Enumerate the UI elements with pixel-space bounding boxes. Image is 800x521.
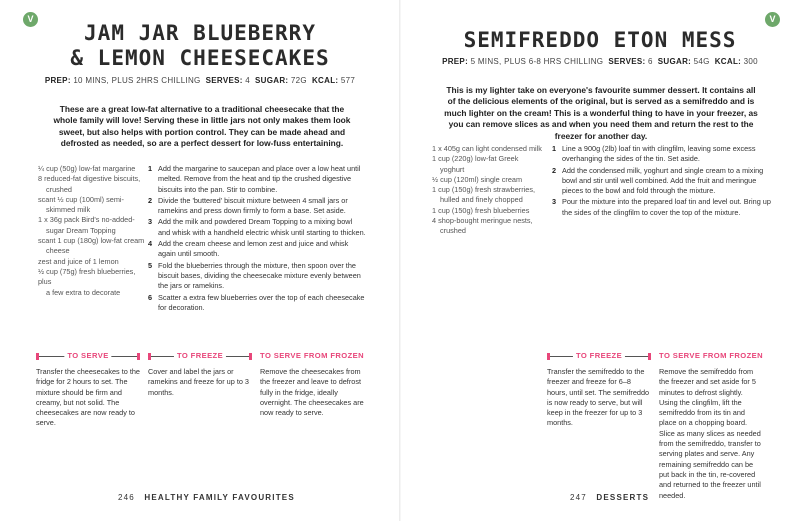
box-label: TO FREEZE (174, 351, 226, 361)
to-serve-from-frozen-box (260, 351, 364, 418)
header-tick (137, 353, 140, 360)
header-tick (36, 353, 39, 360)
serves-label: SERVES: (608, 57, 646, 66)
ingredient-line: crushed (46, 184, 72, 194)
sugar-label: SUGAR: (657, 57, 692, 66)
method-step (552, 144, 772, 165)
page-footer (118, 493, 295, 502)
ingredient-line: 8 reduced-fat digestive biscuits, (38, 174, 141, 184)
box-label: TO SERVE FROM FROZEN (257, 351, 367, 361)
step-number: 6 (148, 292, 153, 302)
ingredient-line: ½ cup (75g) fresh blueberries, plus (38, 266, 136, 287)
box-header (148, 351, 252, 361)
step-text: Add the cream cheese and lemon zest and juice and whisk again until smooth. (158, 239, 349, 259)
box-header (659, 351, 763, 361)
recipe-title-line1: JAM JAR BLUEBERRY (84, 21, 316, 45)
prep-value: 5 MINS, PLUS 6-8 HRS CHILLING (470, 57, 604, 66)
section-name: DESSERTS (596, 493, 650, 502)
method-step (148, 239, 366, 260)
ingredient-line: sugar Dream Topping (46, 225, 116, 235)
prep-label: PREP: (442, 57, 469, 66)
page-footer (570, 493, 649, 502)
right-page (400, 0, 800, 521)
page-number: 246 (118, 493, 135, 502)
method-step (148, 196, 366, 217)
ingredient-line: 1 cup (150g) fresh blueberries (432, 205, 530, 215)
step-number: 3 (148, 217, 153, 227)
box-header (260, 351, 364, 361)
step-text: Divide the 'buttered' biscuit mixture between 4 small jars or ramekins and press down firmly to form a base. Set aside. (158, 195, 348, 216)
box-header (547, 351, 651, 361)
method-step (552, 166, 772, 197)
ingredients-list (38, 164, 146, 298)
step-number: 1 (552, 144, 557, 153)
kcal-label: KCAL: (311, 76, 339, 85)
method-step (148, 164, 366, 195)
to-freeze-box (547, 351, 651, 429)
box-label: TO FREEZE (573, 351, 625, 361)
ingredient-line: yoghurt (440, 164, 465, 174)
vegetarian-badge: V (23, 12, 38, 27)
kcal-label: KCAL: (714, 57, 742, 66)
section-name: HEALTHY FAMILY FAVOURITES (144, 493, 295, 502)
ingredient-line: hulled and finely chopped (440, 195, 523, 205)
header-tick (648, 353, 651, 360)
step-number: 5 (148, 260, 153, 270)
header-tick (547, 353, 550, 360)
kcal-value: 300 (743, 57, 758, 66)
sugar-value: 54G (693, 57, 710, 66)
step-number: 4 (148, 239, 153, 249)
serves-value: 4 (245, 76, 250, 85)
box-header (36, 351, 140, 361)
ingredient-line: 4 shop-bought meringue nests, (432, 216, 533, 226)
prep-value: 10 MINS, PLUS 2HRS CHILLING (73, 76, 201, 85)
box-text: Remove the semifreddo from the freezer and set aside for 5 minutes to defrost slightly. Using the clingfilm, lift the semifreddo from its tin and place on a chopping board. Slice as many slices as needed from the semifreddo, transfer to serving plates and serve. Any remaining semifreddo can be put back in the tin, re-covered and returned to the freezer until needed. (659, 367, 761, 500)
box-label: TO SERVE FROM FROZEN (656, 351, 766, 361)
recipe-intro: This is my lighter take on everyone's favourite summer dessert. It contains all of the delicious elements of the original, but is served as a semifreddo and is much lighter on the cream! This is a wonderful thing to have in your freezer, as you can remove slices as and when you need them and return the rest to the freezer for another day. (444, 85, 758, 141)
vegetarian-badge: V (765, 12, 780, 27)
step-text: Line a 900g (2lb) loaf tin with clingfilm, leaving some excess overhanging the sides of the tin. Set aside. (562, 144, 756, 164)
ingredient-line: a few extra to decorate (46, 287, 121, 297)
step-text: Pour the mixture into the prepared loaf tin and level out. Bring up the sides of the clingfilm to cover the top of the mixture. (562, 197, 771, 217)
ingredient-line: crushed (440, 226, 466, 236)
prep-label: PREP: (44, 76, 71, 85)
method-list (148, 164, 366, 314)
ingredient-line: zest and juice of 1 lemon (38, 256, 119, 266)
method-step (552, 197, 772, 218)
to-serve-box (36, 351, 140, 429)
sugar-value: 72G (290, 76, 307, 85)
ingredient-line: skimmed milk (46, 205, 91, 215)
ingredient-line: 1 x 405g can light condensed milk (432, 144, 542, 153)
recipe-intro: These are a great low-fat alternative to a traditional cheesecake that the whole family will love! Serving these in little jars not only makes them look sweet, but also helps with portion control. They can be made ahead and defrosted as needed, so are a perfect dessert for low-fuss entertaining. (53, 104, 351, 149)
step-text: Fold the blueberries through the mixture, then spoon over the biscuit bases, dividing the cheesecake mixture evenly between the jars or ramekins. (158, 260, 361, 291)
method-step (148, 217, 366, 238)
recipe-title (0, 21, 400, 71)
serves-label: SERVES: (205, 76, 243, 85)
box-text: Cover and label the jars or ramekins and freeze for up to 3 months. (148, 367, 249, 397)
sugar-label: SUGAR: (255, 76, 289, 85)
recipe-meta (400, 57, 800, 66)
ingredient-line: 1 cup (150g) fresh strawberries, (432, 185, 536, 195)
recipe-meta (0, 76, 400, 85)
step-text: Add the margarine to saucepan and place over a low heat until melted. Remove from the heat and tip the crushed digestive biscuits into the pan. Stir to combine. (158, 164, 361, 194)
step-number: 3 (552, 197, 557, 207)
ingredient-line: ¼ cup (50g) low-fat margarine (38, 164, 136, 173)
box-text: Transfer the semifreddo to the freezer and freeze for 6–8 hours, until set. The semifreddo is now ready to serve, but will keep in the freezer for up to 3 months. (547, 367, 650, 428)
method-list (552, 144, 772, 219)
step-number: 2 (148, 195, 153, 205)
recipe-title: SEMIFREDDO ETON MESS (463, 28, 737, 52)
kcal-value: 577 (340, 76, 356, 85)
method-step (148, 261, 366, 292)
step-text: Add the milk and powdered Dream Topping to a mixing bowl and whisk with a handheld electric whisk until starting to thicken. (158, 217, 366, 237)
recipe-title-line2: & LEMON CHEESECAKES (70, 46, 330, 70)
step-number: 2 (552, 165, 557, 175)
to-freeze-box (148, 351, 252, 398)
step-text: Add the condensed milk, yoghurt and single cream to a mixing bowl and stir until well combined. Add the fruit and meringue pieces to the bowl and fold through the mixture. (562, 165, 764, 196)
serves-value: 6 (647, 57, 653, 66)
method-step (148, 293, 366, 314)
to-serve-from-frozen-box (659, 351, 763, 501)
ingredient-line: ½ cup (120ml) single cream (432, 174, 523, 184)
header-tick (148, 353, 151, 360)
ingredient-line: 1 cup (220g) low-fat Greek (432, 154, 519, 164)
ingredient-line: scant 1 cup (180g) low-fat cream (38, 236, 145, 246)
ingredient-line: 1 x 36g pack Bird's no-added- (38, 215, 135, 225)
ingredients-list (432, 144, 548, 237)
header-tick (249, 353, 252, 360)
ingredient-line: cheese (46, 246, 70, 256)
box-label: TO SERVE (64, 351, 111, 361)
step-number: 1 (148, 164, 153, 173)
box-text: Remove the cheesecakes from the freezer and leave to defrost fully in the fridge, ideally overnight. The cheesecakes are now ready to serve. (260, 367, 364, 418)
ingredient-line: scant ½ cup (100ml) semi- (38, 194, 124, 204)
page-number: 247 (570, 493, 587, 502)
box-text: Transfer the cheesecakes to the fridge for 2 hours to set. The mixture should be firm and creamy, but not solid. The cheesecakes are now ready to serve. (36, 367, 140, 428)
step-text: Scatter a extra few blueberries over the top of each cheesecake for decoration. (158, 292, 365, 312)
